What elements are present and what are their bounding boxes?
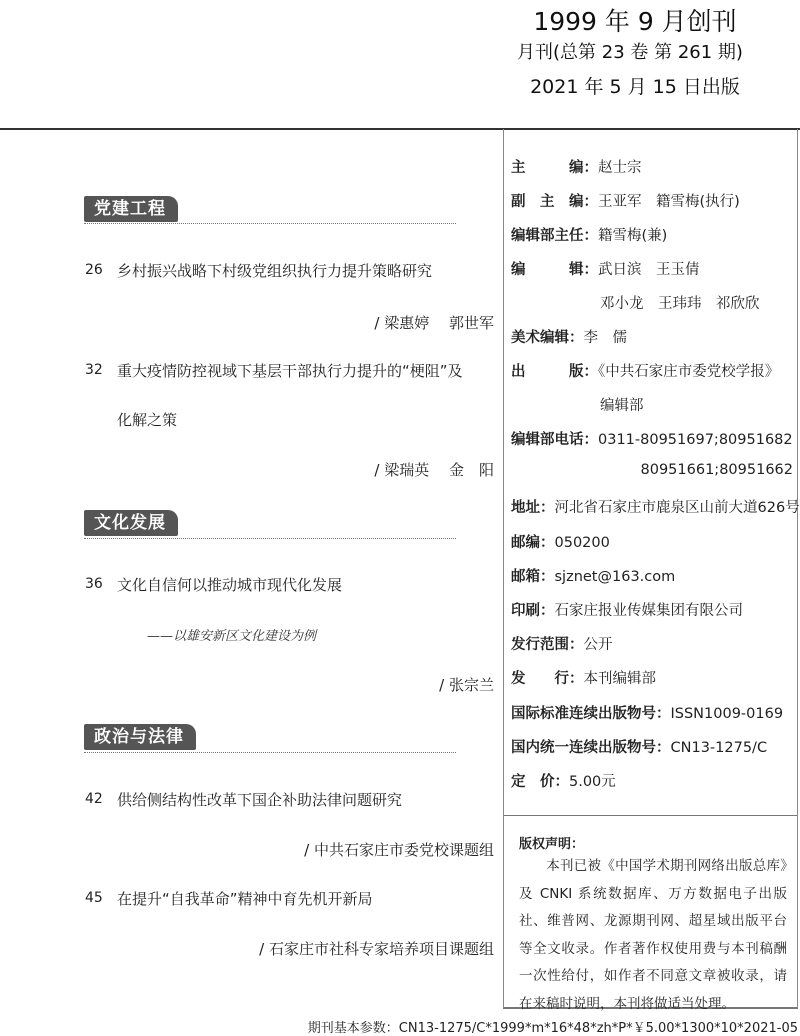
masthead-row: 地址：河北省石家庄市鹿泉区山前大道626号 [511,500,800,516]
masthead-row: 编辑部 [600,398,644,414]
entry-page: 42 [85,791,103,807]
entry-page: 26 [85,262,103,278]
masthead-row: 主 编：赵士宗 [511,160,642,176]
masthead-row: 编 辑：武日滨 王玉倩 [511,262,700,278]
email-link[interactable]: sjznet@163.com [554,569,676,585]
masthead-row: 编辑部主任：籍雪梅(兼) [511,228,668,244]
entry-title-link[interactable]: 在提升“自我革命”精神中育先机开新局 [117,890,373,908]
founded-date: 1999 年 9 月创刊 [533,7,737,36]
masthead-box [503,129,800,1012]
masthead-row: 国内统一连续出版物号：CN13-1275/C [511,740,768,756]
section-badge-party-building: 党建工程 [84,196,178,222]
masthead-row: 印刷：石家庄报业传媒集团有限公司 [511,603,743,619]
masthead-row: 定 价：5.00元 [511,774,616,790]
masthead-row: 邮编：050200 [511,535,610,551]
entry-author: / 梁惠婷 郭世军 [374,314,494,332]
section-badge-culture: 文化发展 [84,510,178,536]
section-badge-politics-law: 政治与法律 [84,724,196,750]
entry-author: / 中共石家庄市委党校课题组 [304,841,494,859]
entry-page: 45 [85,890,103,906]
masthead-row: 美术编辑：李 儒 [511,330,627,346]
entry-title-continued[interactable]: 化解之策 [117,411,178,429]
entry-author: / 石家庄市社科专家培养项目课题组 [259,940,494,958]
box-divider [504,815,797,816]
masthead-row: 80951661;80951662 [640,462,793,478]
publish-date: 2021 年 5 月 15 日出版 [530,76,740,98]
entry-title-link[interactable]: 重大疫情防控视域下基层干部执行力提升的“梗阻”及 [117,362,463,380]
entry-author: / 张宗兰 [439,676,494,694]
section-divider [84,752,456,753]
entry-title-link[interactable]: 供给侧结构性改革下国企补助法律问题研究 [117,791,403,809]
masthead-row: 出 版：《中共石家庄市委党校学报》 [511,364,780,380]
entry-subtitle: ——以雄安新区文化建设为例 [147,629,317,644]
masthead-row: 编辑部电话：0311-80951697;80951682 [511,432,793,448]
copyright-title: 版权声明： [519,837,585,852]
entry-title-link[interactable]: 文化自信何以推动城市现代化发展 [117,576,343,594]
entry-title-link[interactable]: 乡村振兴战略下村级党组织执行力提升策略研究 [117,262,433,280]
section-divider [84,538,456,539]
issue-info: 月刊(总第 23 卷 第 261 期) [517,42,743,63]
journal-parameters: 期刊基本参数：CN13-1275/C*1999*m*16*48*zh*P*￥5.00*1300*10*2021-05 [307,1021,798,1036]
masthead-row: 邓小龙 王玮玮 祁欣欣 [600,296,760,312]
masthead-row: 发 行：本刊编辑部 [511,671,656,687]
entry-page: 32 [85,362,103,378]
table-of-contents [0,130,504,1010]
masthead-row: 副 主 编：王亚军 籍雪梅(执行) [511,194,740,210]
copyright-body: 本刊已被《中国学术期刊网络出版总库》及 CNKI 系统数据库、万方数据电子出版社、维普网、龙源期刊网、超星域出版平台等全文收录。作者著作权使用费与本刊稿酬一次性给付，如作者不同意文章被收录，请在来稿时说明，本刊将做适当处理。 [519,858,787,1012]
masthead-row: 发行范围：公开 [511,637,613,653]
masthead-row: 邮箱：sjznet@163.com [511,569,676,585]
entry-page: 36 [85,576,103,592]
entry-author: / 梁瑞英 金 阳 [374,461,494,479]
masthead-row: 国际标准连续出版物号：ISSN1009-0169 [511,706,784,722]
section-divider [84,223,456,224]
